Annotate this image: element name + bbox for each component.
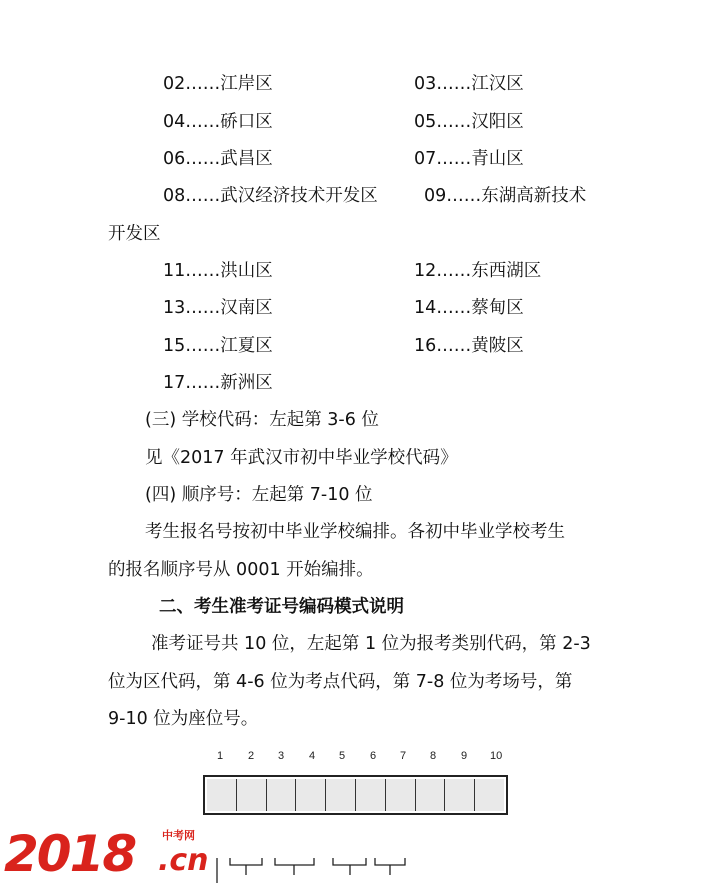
district-06: 06……武昌区 xyxy=(163,149,273,169)
paragraph-line-2: 位为区代码，第 4-6 位为考点代码，第 7-8 位为考场号，第 xyxy=(108,672,573,692)
digit-box-row xyxy=(203,775,508,815)
paragraph-line-3: 9-10 位为座位号。 xyxy=(108,709,259,729)
digit-box xyxy=(325,779,355,811)
district-11: 11……洪山区 xyxy=(163,261,273,281)
district-17: 17……新洲区 xyxy=(163,373,273,393)
district-07: 07……青山区 xyxy=(414,149,524,169)
district-15: 15……江夏区 xyxy=(163,336,273,356)
sequence-heading: (四) 顺序号：左起第 7-10 位 xyxy=(145,485,373,505)
district-08: 08……武汉经济技术开发区 xyxy=(163,186,378,206)
digit-box xyxy=(355,779,385,811)
district-05: 05……汉阳区 xyxy=(414,112,524,132)
box-number: 4 xyxy=(309,750,316,762)
section-heading-2: 二、考生准考证号编码模式说明 xyxy=(159,597,404,617)
digit-box xyxy=(266,779,296,811)
district-12: 12……东西湖区 xyxy=(414,261,542,281)
box-number: 10 xyxy=(490,750,503,762)
sequence-description-1: 考生报名号按初中毕业学校编排。各初中毕业学校考生 xyxy=(145,522,565,542)
digit-box xyxy=(474,779,504,811)
district-13: 13……汉南区 xyxy=(163,298,273,318)
district-16: 16……黄陂区 xyxy=(414,336,524,356)
district-04: 04……硚口区 xyxy=(163,112,273,132)
sequence-description-2: 的报名顺序号从 0001 开始编排。 xyxy=(108,560,374,580)
digit-box xyxy=(236,779,266,811)
logo-site-name: 中考网 xyxy=(162,829,195,842)
digit-box xyxy=(207,779,236,811)
district-14: 14……蔡甸区 xyxy=(414,298,524,318)
box-number: 6 xyxy=(370,750,377,762)
logo-year: 2018 xyxy=(4,825,136,883)
district-02: 02……江岸区 xyxy=(163,74,273,94)
box-number: 1 xyxy=(217,750,224,762)
digit-box xyxy=(415,779,445,811)
box-number: 5 xyxy=(339,750,346,762)
logo-domain: .cn xyxy=(158,843,209,878)
box-number: 3 xyxy=(278,750,285,762)
digit-box xyxy=(385,779,415,811)
group-brackets xyxy=(200,853,620,888)
digit-box xyxy=(444,779,474,811)
school-code-heading: (三) 学校代码：左起第 3-6 位 xyxy=(145,410,379,430)
school-code-reference: 见《2017 年武汉市初中毕业学校代码》 xyxy=(145,448,458,468)
district-09: 09……东湖高新技术 xyxy=(424,186,587,206)
digit-box xyxy=(295,779,325,811)
paragraph-line-1: 准考证号共 10 位，左起第 1 位为报考类别代码，第 2-3 xyxy=(151,634,591,654)
district-09-continued: 开发区 xyxy=(108,224,161,244)
box-number: 9 xyxy=(461,750,468,762)
district-03: 03……江汉区 xyxy=(414,74,524,94)
box-number: 7 xyxy=(400,750,407,762)
box-number: 8 xyxy=(430,750,437,762)
box-number: 2 xyxy=(248,750,255,762)
